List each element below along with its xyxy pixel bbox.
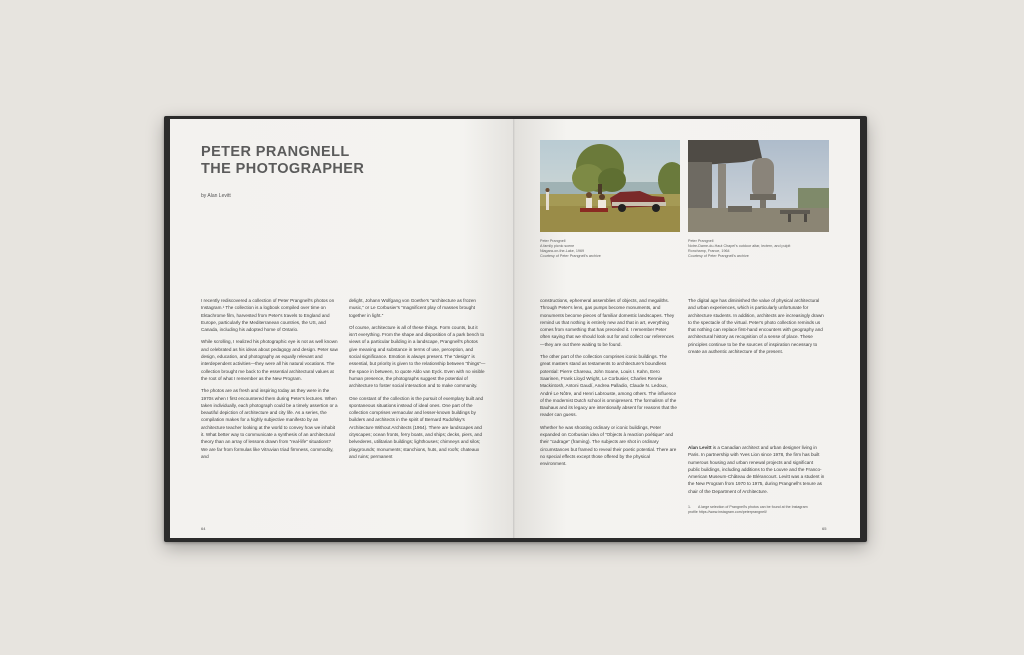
left-column-1	[201, 297, 338, 465]
title-line-1: PETER PRANGNELL	[201, 144, 350, 160]
footnote-number: 1.	[688, 505, 691, 509]
right-column-1	[540, 297, 677, 473]
right-column-2	[688, 297, 825, 360]
caption-line: Peter Prangnell	[540, 239, 566, 243]
author-bio	[688, 444, 825, 500]
right-page	[515, 119, 860, 538]
page-number-right: 65	[822, 526, 827, 531]
ronchamp-photo	[688, 140, 829, 232]
paragraph: Whether he was shooting ordinary or iconic buildings, Peter expanded on Corbusian idea of “Objects à reaction poétique” and their “cadrage” (framing). The subjects are shot in ordinary circumstances but framed to reveal their poetic potential. There are no special effects except those offered by the physical environment.	[540, 424, 677, 467]
byline: by Alan Levitt	[201, 193, 231, 199]
paragraph: constructions, ephemeral assemblies of objects, and megaliths. Through Peter's lens, gas pumps become monuments, and monuments become pieces of familiar domestic landscapes. They remind us that nothing is entirely new and that in art, everything comes from something that has preceded it. I remember Peter often saying that we should look out for and collect our references—they are out there waiting to be found.	[540, 298, 675, 347]
footnote-text: A large selection of Prangnell's photos can be found at the Instagram profile https://www.instagram.com/peterprangnell/	[688, 505, 808, 514]
article-title	[201, 144, 364, 178]
ronchamp-photo-caption	[688, 239, 828, 259]
footnote	[688, 505, 818, 515]
caption-line: Ronchamp, France, 1964	[688, 249, 730, 253]
paragraph: The digital age has diminished the value of physical architectural and urban experiences, which is particularly unfortunate for architecture students. In addition, architects are increasingly drawn to the spectacle of the virtual. Peter's photo collection reminds us that nothing can replace first-hand encounters with geography and architectural history as recognition of a sense of place. These principles continue to be the sources of inspiration necessary to create an authentic architecture of the present.	[688, 298, 824, 355]
paragraph: delight, Johann Wolfgang von Goethe's “architecture as frozen music,” or Le Corbusier's “magnificent play of masses brought together in light.”	[349, 298, 476, 318]
picnic-photo	[540, 140, 680, 232]
bio-paragraph	[688, 444, 825, 495]
caption-line: Niagara-on-the-Lake, 1969	[540, 249, 585, 253]
caption-line: Courtesy of Peter Prangnell's archive	[688, 254, 749, 258]
paragraph: I recently rediscovered a collection of Peter Prangnell's photos on Instagram.¹ The collection is a logbook compiled over time on Ektachrome film, harvested from Peter's travels to England and Europe, particularly the Mediterranean countries, the US, and Canada, including his adopted home of Ontario.	[201, 298, 335, 333]
caption-line: Courtesy of Peter Prangnell's archive	[540, 254, 601, 258]
caption-line: A family picnic scene	[540, 244, 575, 248]
caption-line: Peter Prangnell	[688, 239, 714, 243]
page-number-left: 64	[201, 526, 206, 531]
bio-name: Alan Levitt	[688, 445, 712, 450]
picnic-photo-image	[540, 140, 680, 232]
picnic-photo-caption	[540, 239, 680, 259]
paragraph: The other part of the collection comprises iconic buildings. The great masters stand as testaments to architecture's boundless potential: Pierre Chareau, John Soane, Louis I. Kahn, Eero Saarinen, Frank Lloyd Wright, Le Corbusier, Charles Rennie Mackintosh, Antoni Gaudí, Andrea Palladio, Claude N. Ledoux, André Le Nôtre, and Henri Labrouste, among others. The influence of the modernist Dutch school is omnipresent. The formalism of the Bauhaus and its legacy are intentionally absent for reasons that the reader can guess.	[540, 354, 677, 418]
paragraph: The photos are as fresh and inspiring today as they were in the 1970s when I first encountered them during Peter's lectures. When taken individually, each photograph could be a timely assertion or a beautiful depiction of architecture and city life. As a series, the compilation makes for a highly subjective manifesto by an architecture teacher looking at the world to convey how we inhabit it. What better way to communicate a synthesis of an architectural theory than an array of lessons drawn from “real-life” situations? We are far from formulas like Vitruvian triad firmness, commodity, and	[201, 388, 338, 459]
left-page	[170, 119, 515, 538]
bio-text: is a Canadian architect and urban designer living in Paris. In partnership with Yves Lion since 1978, the firm has built numerous housing and urban renewal projects and significant public buildings, including additions to the Louvre and the Franco-American Museum-Château de Blérancourt. Levitt was a student in the New Program from 1970 to 1975, during Prangnell's tenure as chair of the Department of Architecture.	[688, 445, 825, 494]
paragraph: Of course, architecture is all of these things. Form counts, but it isn't everything. From the shape and disposition of a park bench to views of a particular building in a landscape, Prangnell's photos give meaning and substance in terms of use, perception, and social significance. Emotion is always present. The “design” is essential, but priority is given to the relationship between “things”—the space in between, to quote Aldo van Eyck. Even with no visible human presence, the photographs suggest the potential of architecture to foster social interaction and to make community.	[349, 324, 486, 389]
paragraph: While scrolling, I realized his photographic eye is not as well known and celebrated as his ideas about pedagogy and design. Peter saw design, education, and photography as equally relevant and interdependent activities—they were all his natural vocations. The collection brought me back to the essential architectural values at the root of what I remember as the New Program.	[201, 339, 338, 381]
paragraph: One constant of the collection is the pursuit of exemplary built and spontaneous situations instead of ideal ones. One part of the collection comprises vernacular and lesser-known buildings by builders and architects in the spirit of Bernard Rudofsky's Architecture Without Architects (1964). There are landscapes and cityscapes; ocean fronts, ferry boats, and ships; decks, piers, and belvederes, utilitarian buildings; lighthouses; chimneys and silos; playgrounds; monuments; stanchions, huts, and roofs; chateaux and ruins; permanent	[349, 395, 484, 459]
caption-line: Notre-Dame-du-Haut Chapel's outdoor altar, lectern, and pulpit	[688, 244, 791, 248]
title-line-2: THE PHOTOGRAPHER	[201, 161, 365, 177]
ronchamp-photo-image	[688, 140, 829, 232]
left-column-2	[349, 297, 486, 465]
